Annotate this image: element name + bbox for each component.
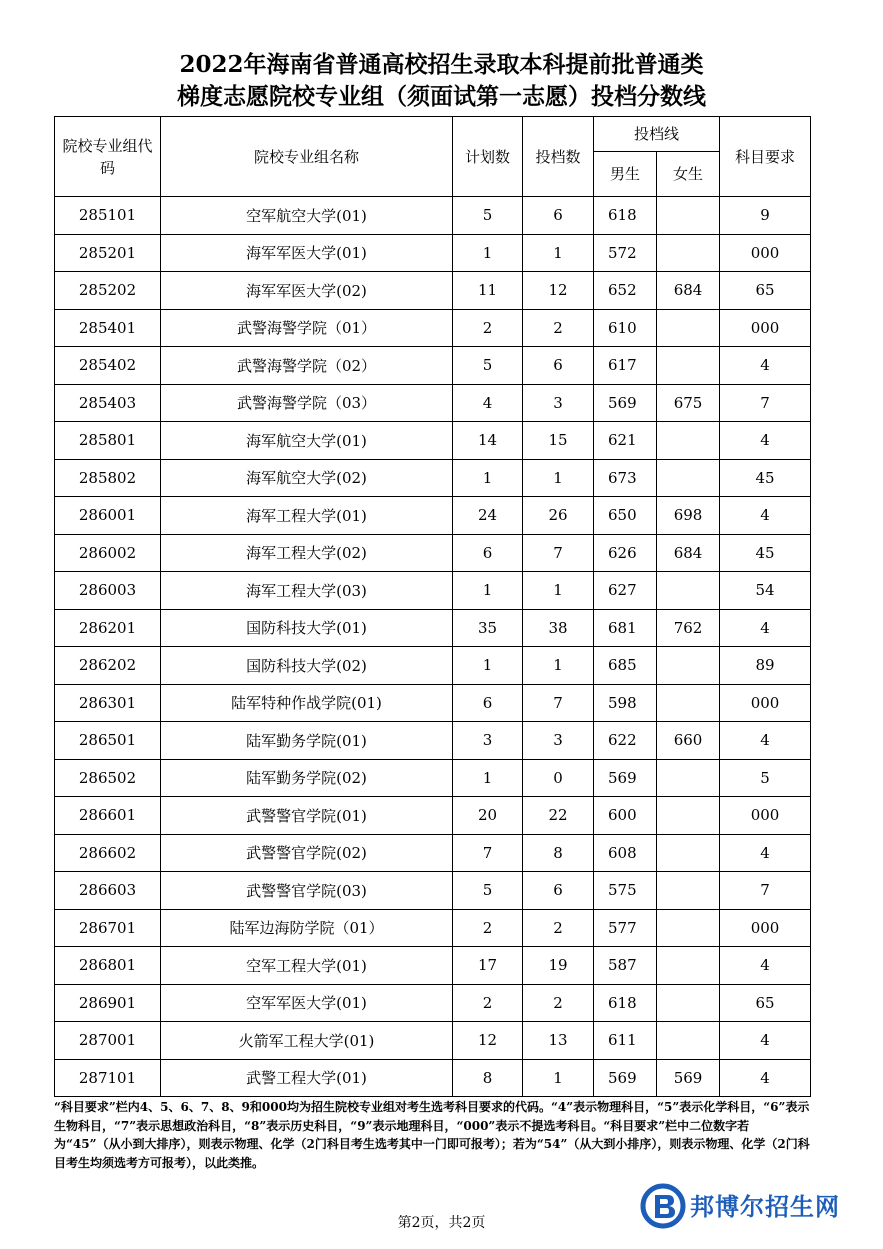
cell-name: 陆军边海防学院（01）: [161, 909, 453, 947]
cell-female: [657, 309, 720, 347]
cell-female: 762: [657, 609, 720, 647]
cell-code: 285401: [55, 309, 161, 347]
cell-code: 285402: [55, 347, 161, 385]
cell-req: 5: [720, 759, 811, 797]
cell-req: 000: [720, 909, 811, 947]
cell-plan: 2: [453, 309, 523, 347]
cell-female: [657, 234, 720, 272]
cell-female: 684: [657, 272, 720, 310]
header-req: 科目要求: [720, 117, 811, 197]
cell-name: 陆军勤务学院(02): [161, 759, 453, 797]
table-row: [55, 797, 811, 835]
cell-filed: 19: [523, 947, 594, 985]
cell-male: 621: [594, 422, 657, 460]
cell-plan: 1: [453, 647, 523, 685]
cell-code: 286502: [55, 759, 161, 797]
header-male: 男生: [594, 152, 657, 197]
cell-female: 698: [657, 497, 720, 535]
footnote: “科目要求”栏内4、5、6、7、8、9和000均为招生院校专业组对考生选考科目要求的代码。“4”表示物理科目，“5”表示化学科目，“6”表示生物科目，“7”表示思想政治科目，“8”表示历史科目，“9”表示地理科目，“000”表示不提选考科目。“科目要求”栏中二位数字若为“45”（从小到大排序），则表示物理、化学（2门科目考生选考其中一门即可报考）；若为“54”（从大到小排序），则表示物理、化学（2门科目考生均须选考方可报考），以此类推。: [54, 1100, 810, 1170]
cell-female: [657, 834, 720, 872]
cell-req: 7: [720, 384, 811, 422]
cell-filed: 3: [523, 384, 594, 422]
cell-female: [657, 1022, 720, 1060]
cell-filed: 1: [523, 459, 594, 497]
cell-filed: 13: [523, 1022, 594, 1060]
cell-male: 569: [594, 759, 657, 797]
cell-female: [657, 759, 720, 797]
cell-male: 598: [594, 684, 657, 722]
table-row: [55, 759, 811, 797]
cell-req: 4: [720, 347, 811, 385]
cell-plan: 1: [453, 572, 523, 610]
cell-filed: 8: [523, 834, 594, 872]
cell-male: 622: [594, 722, 657, 760]
logo-text: 邦博尔招生网: [690, 1193, 840, 1221]
cell-plan: 1: [453, 234, 523, 272]
cell-plan: 3: [453, 722, 523, 760]
table-row: [55, 909, 811, 947]
cell-name: 陆军勤务学院(01): [161, 722, 453, 760]
cell-filed: 1: [523, 1059, 594, 1097]
cell-req: 000: [720, 684, 811, 722]
cell-plan: 2: [453, 909, 523, 947]
cell-req: 000: [720, 309, 811, 347]
table-row: [55, 309, 811, 347]
cell-name: 海军工程大学(02): [161, 534, 453, 572]
table-row: [55, 572, 811, 610]
cell-filed: 1: [523, 234, 594, 272]
cell-filed: 6: [523, 347, 594, 385]
header-female: 女生: [657, 152, 720, 197]
cell-req: 000: [720, 234, 811, 272]
cell-plan: 5: [453, 347, 523, 385]
cell-filed: 1: [523, 647, 594, 685]
cell-male: 673: [594, 459, 657, 497]
cell-filed: 6: [523, 872, 594, 910]
cell-female: [657, 872, 720, 910]
cell-name: 武警警官学院(03): [161, 872, 453, 910]
table-row: [55, 459, 811, 497]
cell-female: [657, 197, 720, 235]
table-body: [55, 197, 811, 1097]
table-row: [55, 234, 811, 272]
header-name: 院校专业组名称: [161, 117, 453, 197]
cell-name: 武警海警学院（02）: [161, 347, 453, 385]
cell-name: 海军航空大学(02): [161, 459, 453, 497]
page-title: 2022年海南省普通高校招生录取本科提前批普通类: [179, 51, 704, 78]
cell-plan: 1: [453, 759, 523, 797]
cell-code: 286501: [55, 722, 161, 760]
cell-code: 286202: [55, 647, 161, 685]
cell-filed: 2: [523, 909, 594, 947]
cell-male: 627: [594, 572, 657, 610]
cell-filed: 1: [523, 572, 594, 610]
cell-name: 空军工程大学(01): [161, 947, 453, 985]
cell-plan: 8: [453, 1059, 523, 1097]
cell-plan: 5: [453, 872, 523, 910]
cell-plan: 4: [453, 384, 523, 422]
cell-filed: 15: [523, 422, 594, 460]
cell-filed: 22: [523, 797, 594, 835]
cell-req: 4: [720, 422, 811, 460]
cell-filed: 6: [523, 197, 594, 235]
cell-req: 000: [720, 797, 811, 835]
table-row: [55, 984, 811, 1022]
cell-code: 285801: [55, 422, 161, 460]
table-row: [55, 384, 811, 422]
table-row: [55, 272, 811, 310]
cell-code: 286301: [55, 684, 161, 722]
cell-req: 45: [720, 459, 811, 497]
cell-female: 675: [657, 384, 720, 422]
cell-male: 617: [594, 347, 657, 385]
cell-female: [657, 422, 720, 460]
table-row: [55, 722, 811, 760]
cell-name: 武警警官学院(01): [161, 797, 453, 835]
cell-plan: 20: [453, 797, 523, 835]
table-row: [55, 1022, 811, 1060]
cell-male: 618: [594, 197, 657, 235]
cell-code: 285202: [55, 272, 161, 310]
cell-name: 海军军医大学(01): [161, 234, 453, 272]
cell-female: [657, 909, 720, 947]
cell-plan: 7: [453, 834, 523, 872]
cell-male: 652: [594, 272, 657, 310]
cell-code: 286602: [55, 834, 161, 872]
header-plan: 计划数: [453, 117, 523, 197]
cell-name: 武警警官学院(02): [161, 834, 453, 872]
header-filed: 投档数: [523, 117, 594, 197]
cell-req: 89: [720, 647, 811, 685]
cell-name: 海军工程大学(01): [161, 497, 453, 535]
cell-plan: 35: [453, 609, 523, 647]
cell-plan: 12: [453, 1022, 523, 1060]
cell-filed: 2: [523, 984, 594, 1022]
table-row: [55, 197, 811, 235]
page-number: 第2页，共2页: [397, 1215, 486, 1231]
cell-name: 武警海警学院（03）: [161, 384, 453, 422]
cell-filed: 7: [523, 684, 594, 722]
cell-req: 45: [720, 534, 811, 572]
table-row: [55, 872, 811, 910]
cell-filed: 26: [523, 497, 594, 535]
cell-plan: 6: [453, 684, 523, 722]
cell-code: 286801: [55, 947, 161, 985]
cell-male: 600: [594, 797, 657, 835]
cell-male: 569: [594, 1059, 657, 1097]
cell-code: 286001: [55, 497, 161, 535]
cell-code: 285403: [55, 384, 161, 422]
cell-male: 626: [594, 534, 657, 572]
cell-male: 610: [594, 309, 657, 347]
cell-male: 569: [594, 384, 657, 422]
cell-name: 火箭军工程大学(01): [161, 1022, 453, 1060]
cell-male: 577: [594, 909, 657, 947]
cell-code: 286701: [55, 909, 161, 947]
cell-req: 4: [720, 497, 811, 535]
cell-code: 286003: [55, 572, 161, 610]
cell-filed: 2: [523, 309, 594, 347]
cell-req: 54: [720, 572, 811, 610]
table-row: [55, 497, 811, 535]
cell-female: 660: [657, 722, 720, 760]
table-row: [55, 1059, 811, 1097]
cell-req: 4: [720, 609, 811, 647]
cell-male: 572: [594, 234, 657, 272]
cell-male: 611: [594, 1022, 657, 1060]
table-row: [55, 947, 811, 985]
cell-code: 286201: [55, 609, 161, 647]
cell-male: 685: [594, 647, 657, 685]
cell-code: 285802: [55, 459, 161, 497]
cell-filed: 12: [523, 272, 594, 310]
cell-plan: 6: [453, 534, 523, 572]
cell-plan: 24: [453, 497, 523, 535]
cell-name: 武警工程大学(01): [161, 1059, 453, 1097]
cell-male: 681: [594, 609, 657, 647]
cell-req: 4: [720, 1022, 811, 1060]
cell-name: 武警海警学院（01）: [161, 309, 453, 347]
cell-filed: 3: [523, 722, 594, 760]
cell-code: 286002: [55, 534, 161, 572]
cell-name: 空军军医大学(01): [161, 984, 453, 1022]
header-code: 院校专业组代码: [55, 117, 161, 197]
cell-plan: 14: [453, 422, 523, 460]
cell-code: 286901: [55, 984, 161, 1022]
cell-name: 海军工程大学(03): [161, 572, 453, 610]
cell-req: 65: [720, 272, 811, 310]
cell-female: [657, 459, 720, 497]
cell-name: 海军航空大学(01): [161, 422, 453, 460]
cell-male: 575: [594, 872, 657, 910]
cell-req: 9: [720, 197, 811, 235]
cell-req: 4: [720, 947, 811, 985]
cell-female: [657, 684, 720, 722]
cell-plan: 2: [453, 984, 523, 1022]
cell-name: 空军航空大学(01): [161, 197, 453, 235]
cell-filed: 38: [523, 609, 594, 647]
cell-female: 684: [657, 534, 720, 572]
cell-code: 286603: [55, 872, 161, 910]
table-row: [55, 609, 811, 647]
table-row: [55, 422, 811, 460]
header-line: 投档线: [594, 117, 720, 152]
cell-req: 65: [720, 984, 811, 1022]
cell-filed: 7: [523, 534, 594, 572]
cell-female: [657, 984, 720, 1022]
cell-male: 608: [594, 834, 657, 872]
table-row: [55, 684, 811, 722]
cell-male: 618: [594, 984, 657, 1022]
score-table: [54, 116, 811, 1097]
cell-name: 陆军特种作战学院(01): [161, 684, 453, 722]
cell-name: 海军军医大学(02): [161, 272, 453, 310]
cell-req: 4: [720, 1059, 811, 1097]
cell-code: 287101: [55, 1059, 161, 1097]
cell-req: 7: [720, 872, 811, 910]
cell-plan: 5: [453, 197, 523, 235]
cell-code: 285201: [55, 234, 161, 272]
cell-plan: 1: [453, 459, 523, 497]
cell-male: 650: [594, 497, 657, 535]
cell-female: [657, 797, 720, 835]
cell-male: 587: [594, 947, 657, 985]
table-row: [55, 347, 811, 385]
table-row: [55, 834, 811, 872]
cell-female: [657, 572, 720, 610]
cell-plan: 17: [453, 947, 523, 985]
cell-name: 国防科技大学(02): [161, 647, 453, 685]
cell-female: [657, 647, 720, 685]
cell-req: 4: [720, 722, 811, 760]
page-subtitle: 梯度志愿院校专业组（须面试第一志愿）投档分数线: [177, 83, 706, 110]
cell-code: 287001: [55, 1022, 161, 1060]
cell-req: 4: [720, 834, 811, 872]
cell-name: 国防科技大学(01): [161, 609, 453, 647]
cell-female: 569: [657, 1059, 720, 1097]
cell-code: 285101: [55, 197, 161, 235]
cell-female: [657, 347, 720, 385]
cell-filed: 0: [523, 759, 594, 797]
cell-plan: 11: [453, 272, 523, 310]
table-row: [55, 534, 811, 572]
cell-female: [657, 947, 720, 985]
cell-code: 286601: [55, 797, 161, 835]
table-row: [55, 647, 811, 685]
